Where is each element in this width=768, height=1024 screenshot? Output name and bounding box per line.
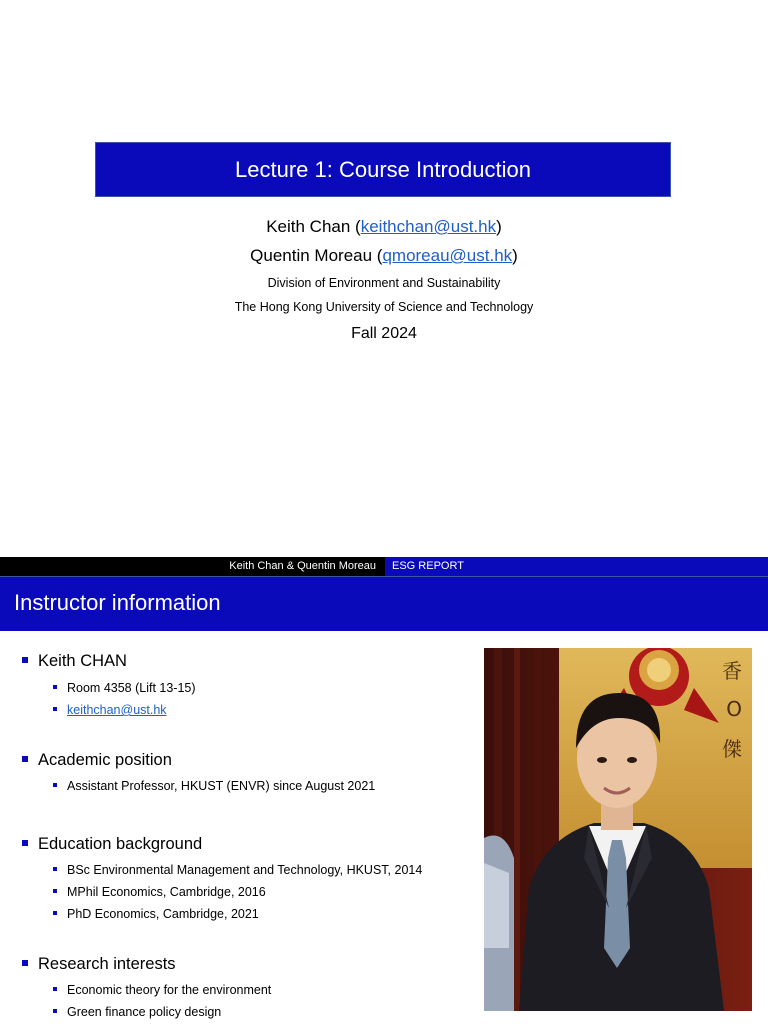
instructor-slide-header [0,576,768,631]
bullet-item: Assistant Professor, HKUST (ENVR) since August 2021 [53,779,375,793]
square-bullet-icon [22,657,28,663]
bullet-heading-research: Research interests [22,955,176,974]
square-bullet-icon [53,987,57,991]
signage-text: 香 [722,659,742,683]
university-text: The Hong Kong University of Science and Technology [234,300,534,314]
bullet-item [53,703,167,717]
bullet-heading-education: Education background [22,835,202,854]
lecture-title-banner [95,142,671,197]
footer-report-label: ESG REPORT [385,557,768,576]
instructor-email-link[interactable]: keithchan@ust.hk [67,703,167,717]
square-bullet-icon [53,867,57,871]
presenter-2-email-link[interactable]: qmoreau@ust.hk [382,246,513,265]
bullet-item: Green finance policy design [53,1005,221,1019]
bullet-heading-name: Keith CHAN [22,652,127,671]
presenter-2: Quentin Moreau (qmoreau@ust.hk) [250,246,518,265]
instructor-slide-title: Instructor information [14,590,221,615]
presenter-1-name: Keith Chan [266,217,351,236]
square-bullet-icon [53,783,57,787]
square-bullet-icon [53,1009,57,1013]
bullet-item: BSc Environmental Management and Technology, HKUST, 2014 [53,863,422,877]
square-bullet-icon [53,685,57,689]
footer-authors: Keith Chan & Quentin Moreau [229,560,376,572]
signage-text: O [726,697,742,721]
square-bullet-icon [22,840,28,846]
square-bullet-icon [53,707,57,711]
presenter-1: Keith Chan (keithchan@ust.hk) [266,217,502,236]
bullet-item: MPhil Economics, Cambridge, 2016 [53,885,266,899]
instructor-photo [484,648,752,1011]
slide-footer-bar [0,557,768,576]
bullet-heading-position: Academic position [22,751,172,770]
division-text: Division of Environment and Sustainability [267,276,501,290]
bullet-item: Economic theory for the environment [53,983,271,997]
presenter-2-name: Quentin Moreau [250,246,373,265]
presenter-1-email-link[interactable]: keithchan@ust.hk [360,217,497,236]
square-bullet-icon [53,889,57,893]
bullet-item: Room 4358 (Lift 13-15) [53,681,196,695]
square-bullet-icon [53,911,57,915]
square-bullet-icon [22,756,28,762]
bullet-item: PhD Economics, Cambridge, 2021 [53,907,259,921]
square-bullet-icon [22,960,28,966]
term-text: Fall 2024 [351,325,417,342]
lecture-title: Lecture 1: Course Introduction [235,156,531,182]
signage-text: 傑 [722,737,742,761]
